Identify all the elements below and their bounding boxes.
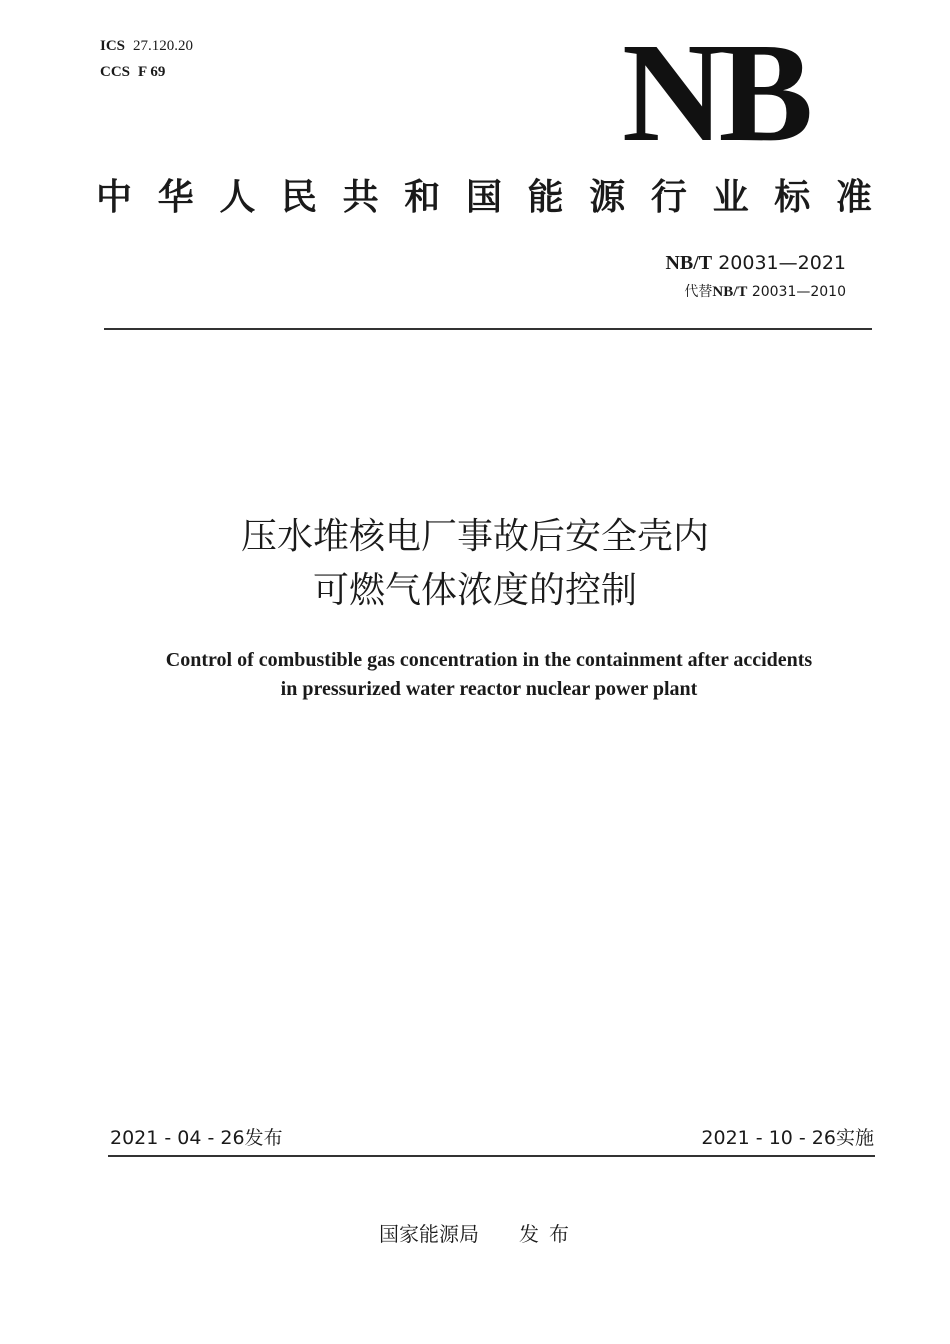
organization-char: 民 [280,177,317,218]
organization-char: 国 [465,177,502,218]
effective-date-value: 2021 - 10 - 26 [701,1127,836,1149]
replaces-label: 代替 [684,284,713,300]
ics-code [100,37,193,55]
effective-date-label: 实施 [835,1127,874,1149]
effective-date [701,1124,874,1152]
ics-value: 27.120.20 [133,38,194,54]
ccs-value: F 69 [138,64,166,80]
standard-number-value: 20031—2021 [718,252,846,274]
issuer-action: 发布 [519,1222,579,1246]
issuer-name: 国家能源局 [379,1222,479,1246]
organization-char: 行 [650,177,687,218]
replaces-number: 20031—2010 [751,284,846,300]
ics-label: ICS [100,38,126,54]
organization-char: 源 [589,177,626,218]
organization-char: 华 [157,177,194,218]
standard-number [665,250,846,276]
top-divider [104,328,872,330]
issue-date-label: 发布 [244,1127,283,1149]
issue-date [110,1124,283,1152]
nb-logo: NB [622,13,808,171]
organization-char: 共 [342,177,379,218]
ccs-code [100,63,173,81]
standard-prefix: NB/T [665,252,713,274]
organization-char: 业 [712,177,749,218]
replaces-prefix: NB/T [712,284,748,300]
organization-char: 和 [404,177,441,218]
organization-char: 人 [219,177,256,218]
organization-char: 中 [96,177,133,218]
ccs-label: CCS [100,64,131,80]
organization-char: 标 [774,177,811,218]
bottom-divider [108,1155,875,1157]
organization-title [96,172,872,224]
title-zh-line2: 可燃气体浓度的控制 [312,570,637,611]
issue-date-value: 2021 - 04 - 26 [110,1127,245,1149]
title-en-line1: Control of combustible gas concentration in the containment after accidents [165,649,813,671]
replaces-standard [684,282,846,302]
organization-char: 准 [835,177,872,218]
title-zh-line1: 压水堆核电厂事故后安全壳内 [240,516,709,557]
organization-char: 能 [527,177,564,218]
title-en-line2: in pressurized water reactor nuclear power plant [280,678,698,700]
issuer [0,1219,950,1249]
